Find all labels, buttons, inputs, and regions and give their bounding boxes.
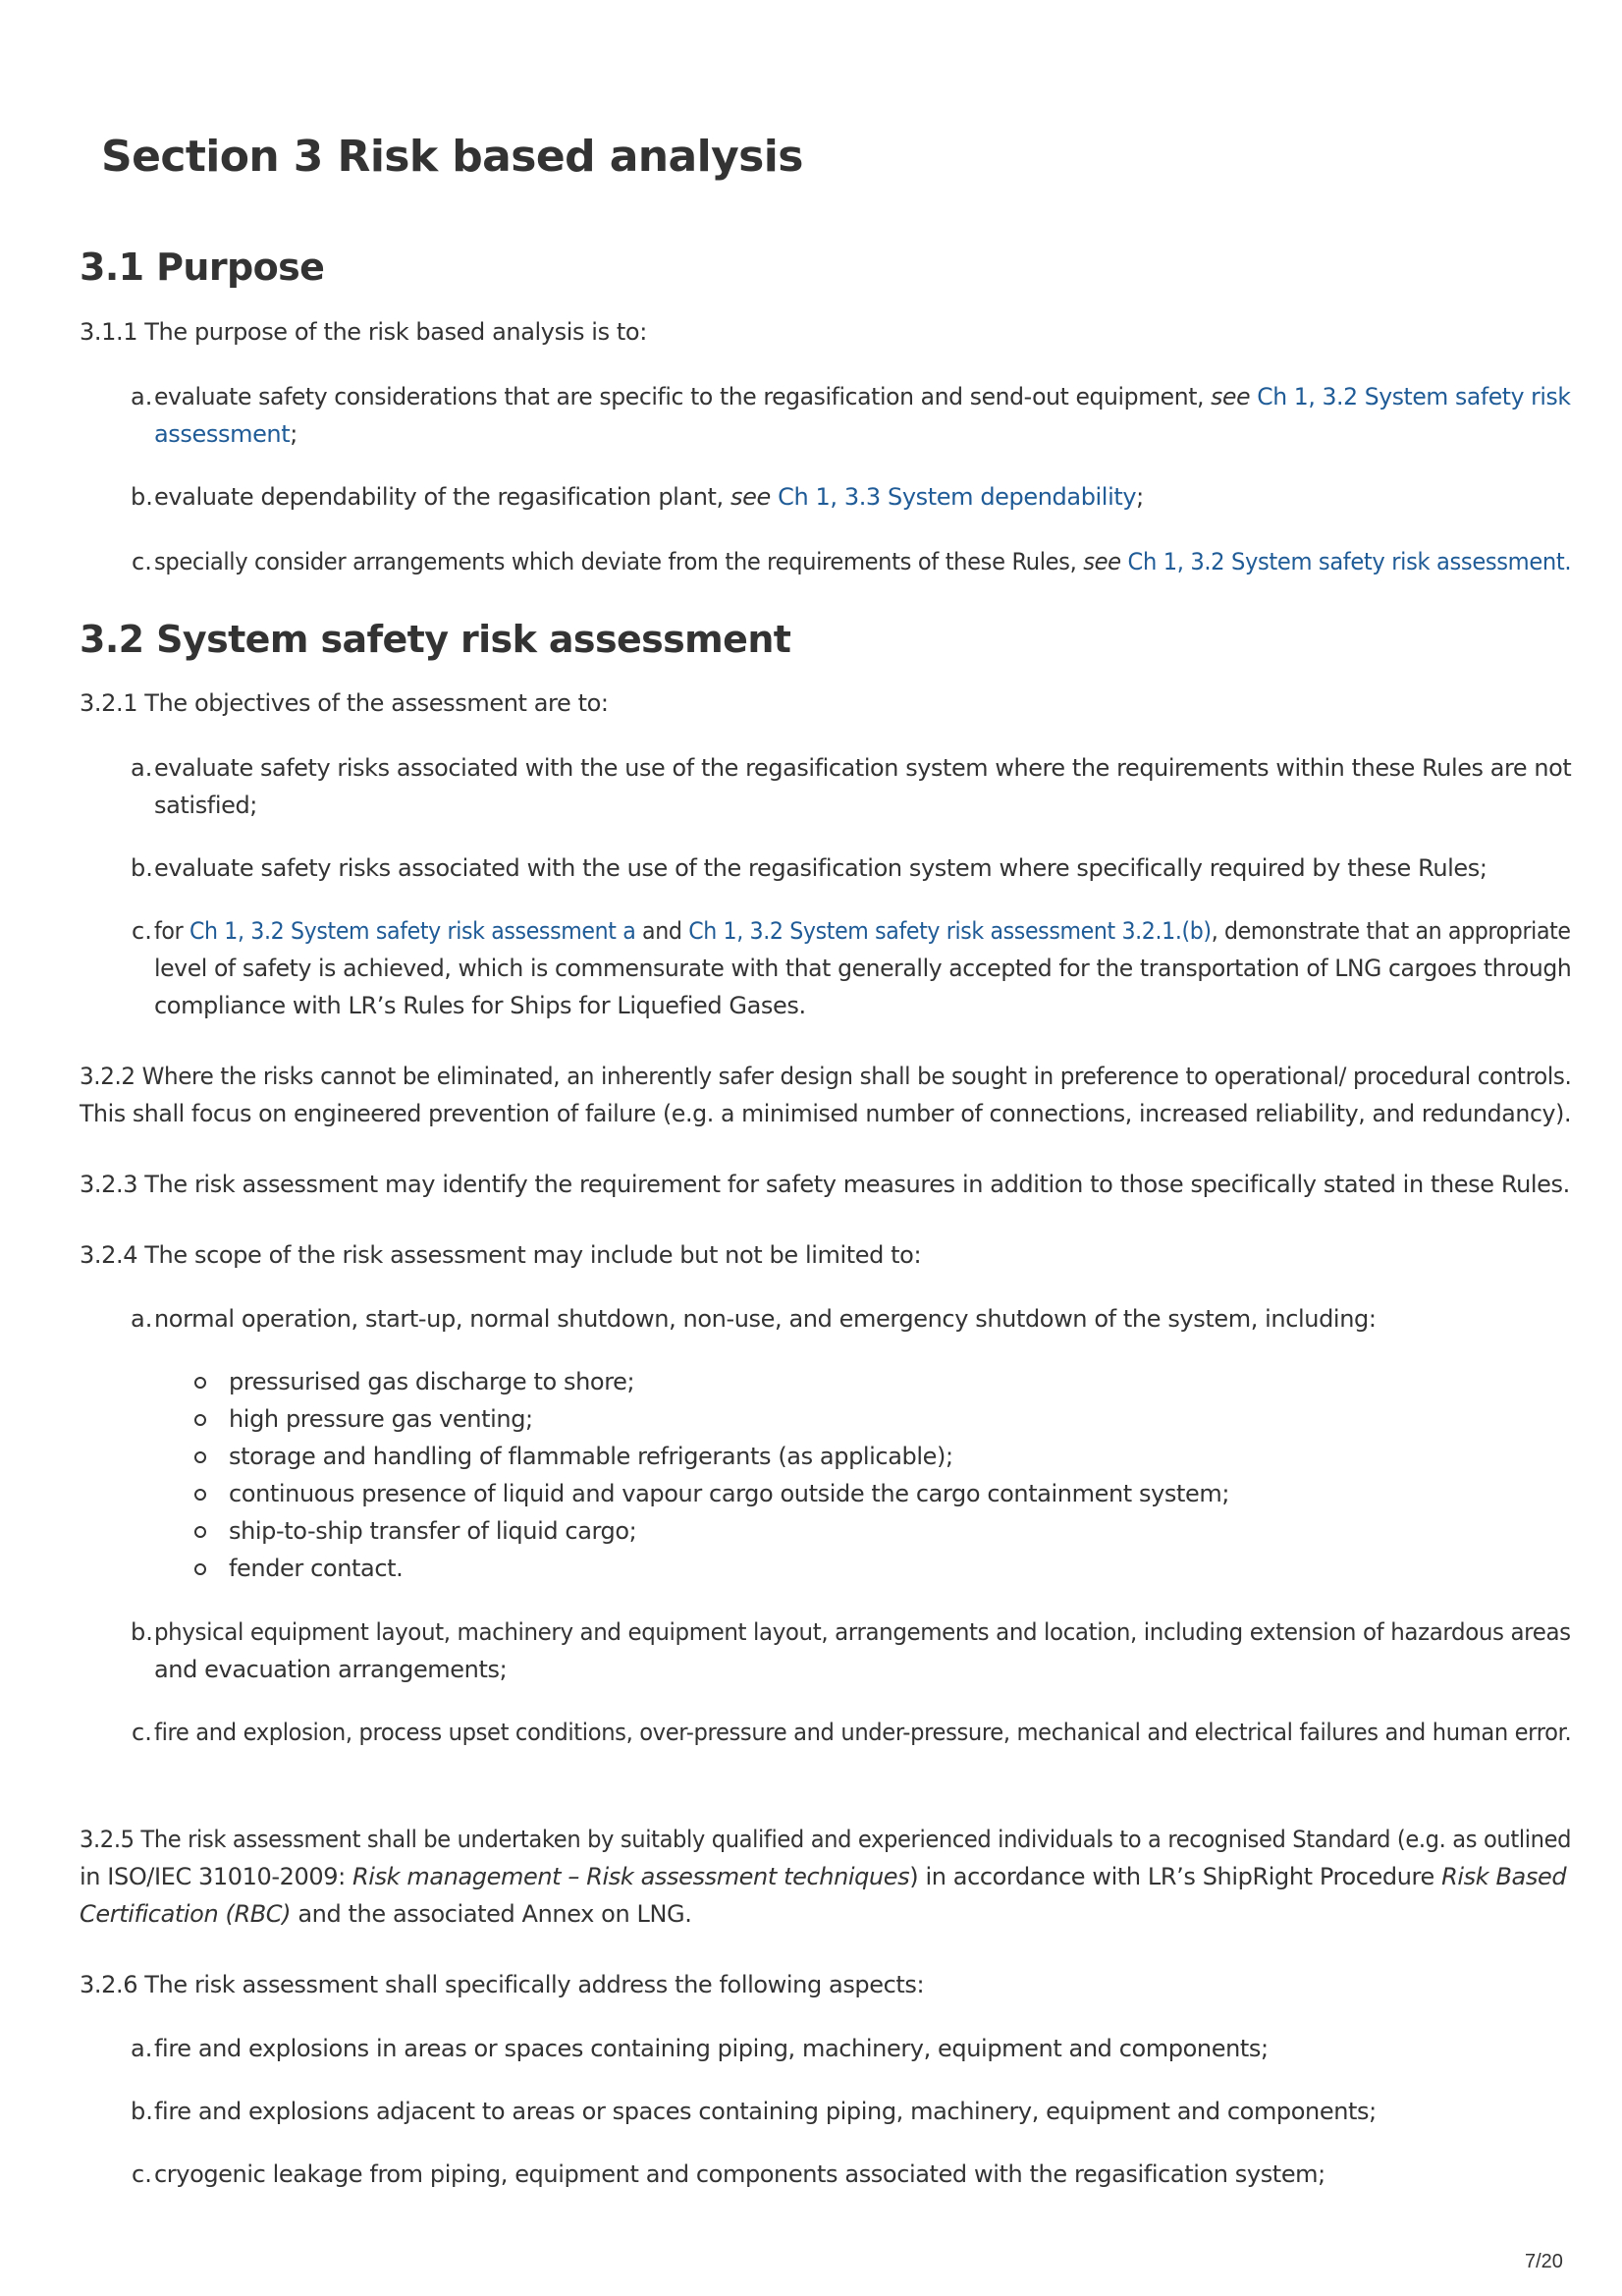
list-item-3-2-6-a: fire and explosions in areas or spaces containing piping, machinery, equipment and components; — [154, 2035, 1269, 2062]
list-marker: c. — [132, 2160, 152, 2188]
bullet-item: fender contact. — [229, 1555, 404, 1582]
paragraph-3-2-4: 3.2.4 The scope of the risk assessment may include but not be limited to: — [80, 1241, 922, 1269]
list-marker: b. — [131, 483, 153, 511]
bullet-icon — [194, 1563, 206, 1575]
bullet-item: high pressure gas venting; — [229, 1405, 533, 1433]
bullet-icon — [194, 1414, 206, 1426]
list-item-3-2-4-c: fire and explosion, process upset conditions, over-pressure and under-pressure, mechanical and electrical failures and human error. — [154, 1719, 1572, 1746]
list-marker: c. — [132, 1719, 152, 1746]
list-item-3-2-1-c: for Ch 1, 3.2 System safety risk assessment a and Ch 1, 3.2 System safety risk assessment 3.2.1.(b), demonstrate that an appropriate — [154, 917, 1571, 945]
list-item-3-2-1-b: evaluate safety risks associated with the use of the regasification system where specifically required by these Rules; — [154, 854, 1487, 882]
heading-3-1: 3.1 Purpose — [80, 246, 325, 289]
page-number: 7/20 — [1525, 2251, 1563, 2272]
list-item-3-2-1-c-line2: level of safety is achieved, which is commensurate with that generally accepted for the transportation of LNG cargoes through — [154, 955, 1572, 982]
bullet-item: storage and handling of flammable refrigerants (as applicable); — [229, 1443, 953, 1470]
link-ch1-3-2-system-safety-risk-assessment-3-2-1-b[interactable]: Ch 1, 3.2 System safety risk assessment 3.2.1.(b) — [688, 917, 1212, 945]
section-title: Section 3 Risk based analysis — [101, 132, 803, 182]
list-item-3-1-b: evaluate dependability of the regasification plant, see Ch 1, 3.3 System dependability; — [154, 483, 1144, 511]
bullet-icon — [194, 1489, 206, 1501]
link-ch1-3-2-system-safety-risk-assessment-a[interactable]: Ch 1, 3.2 System safety risk assessment a — [189, 917, 636, 945]
paragraph-3-2-2-line2: This shall focus on engineered prevention of failure (e.g. a minimised number of connections, increased reliability, and redundancy). — [80, 1100, 1572, 1127]
list-item-3-1-a: evaluate safety considerations that are specific to the regasification and send-out equipment, see Ch 1, 3.2 System safety risk — [154, 383, 1571, 410]
list-marker: a. — [131, 2035, 153, 2062]
list-marker: a. — [131, 1305, 153, 1333]
paragraph-3-2-1: 3.2.1 The objectives of the assessment are to: — [80, 689, 609, 717]
link-ch1-3-2-system-safety-risk[interactable]: Ch 1, 3.2 System safety risk — [1257, 383, 1571, 410]
link-assessment[interactable]: assessment — [154, 420, 291, 448]
bullet-item: ship-to-ship transfer of liquid cargo; — [229, 1517, 637, 1545]
list-item-3-2-1-a-line2: satisfied; — [154, 792, 257, 819]
list-item-3-2-4-b-line2: and evacuation arrangements; — [154, 1656, 508, 1683]
list-item-3-2-1-a: evaluate safety risks associated with the use of the regasification system where the requirements within these Rules are not — [154, 754, 1572, 782]
paragraph-3-2-6: 3.2.6 The risk assessment shall specifically address the following aspects: — [80, 1971, 925, 1998]
heading-3-2: 3.2 System safety risk assessment — [80, 618, 791, 661]
link-ch1-3-3-system-dependability[interactable]: Ch 1, 3.3 System dependability — [778, 483, 1137, 511]
paragraph-3-1-1: 3.1.1 The purpose of the risk based analysis is to: — [80, 318, 647, 346]
list-marker: a. — [131, 754, 153, 782]
bullet-icon — [194, 1451, 206, 1463]
paragraph-3-2-5: 3.2.5 The risk assessment shall be undertaken by suitably qualified and experienced individuals to a recognised Standard (e.g. as outlined — [80, 1826, 1572, 1853]
list-marker: c. — [132, 917, 152, 945]
bullet-icon — [194, 1526, 206, 1538]
paragraph-3-2-5-line3: Certification (RBC) and the associated Annex on LNG. — [80, 1900, 692, 1928]
list-item-3-2-6-c: cryogenic leakage from piping, equipment and components associated with the regasification system; — [154, 2160, 1325, 2188]
list-marker: c. — [132, 548, 152, 575]
paragraph-3-2-2: 3.2.2 Where the risks cannot be eliminated, an inherently safer design shall be sought in preference to operational/ procedural controls. — [80, 1063, 1572, 1090]
list-item-3-1-c: specially consider arrangements which deviate from the requirements of these Rules, see Ch 1, 3.2 System safety risk assessment. — [154, 548, 1572, 575]
paragraph-3-2-3: 3.2.3 The risk assessment may identify the requirement for safety measures in addition to those specifically stated in these Rules. — [80, 1171, 1570, 1198]
bullet-item: continuous presence of liquid and vapour cargo outside the cargo containment system; — [229, 1480, 1230, 1507]
bullet-item: pressurised gas discharge to shore; — [229, 1368, 635, 1395]
list-item-3-1-a-line2: assessment; — [154, 420, 297, 448]
list-item-3-2-4-a: normal operation, start-up, normal shutdown, non-use, and emergency shutdown of the system, including: — [154, 1305, 1377, 1333]
list-item-3-2-1-c-line3: compliance with LR’s Rules for Ships for Liquefied Gases. — [154, 992, 806, 1019]
list-marker: b. — [131, 854, 153, 882]
link-ch1-3-2-system-safety-risk-assessment[interactable]: Ch 1, 3.2 System safety risk assessment — [1127, 548, 1565, 575]
paragraph-3-2-5-line2: in ISO/IEC 31010-2009: Risk management – Risk assessment techniques) in accordance with LR’s ShipRight Procedure Risk Based — [80, 1863, 1567, 1890]
list-item-3-2-4-b: physical equipment layout, machinery and equipment layout, arrangements and location, including extension of hazardous areas — [154, 1618, 1571, 1646]
list-marker: b. — [131, 2098, 153, 2125]
list-marker: b. — [131, 1618, 153, 1646]
bullet-icon — [194, 1377, 206, 1389]
list-marker: a. — [131, 383, 153, 410]
list-item-3-2-6-b: fire and explosions adjacent to areas or spaces containing piping, machinery, equipment and components; — [154, 2098, 1377, 2125]
